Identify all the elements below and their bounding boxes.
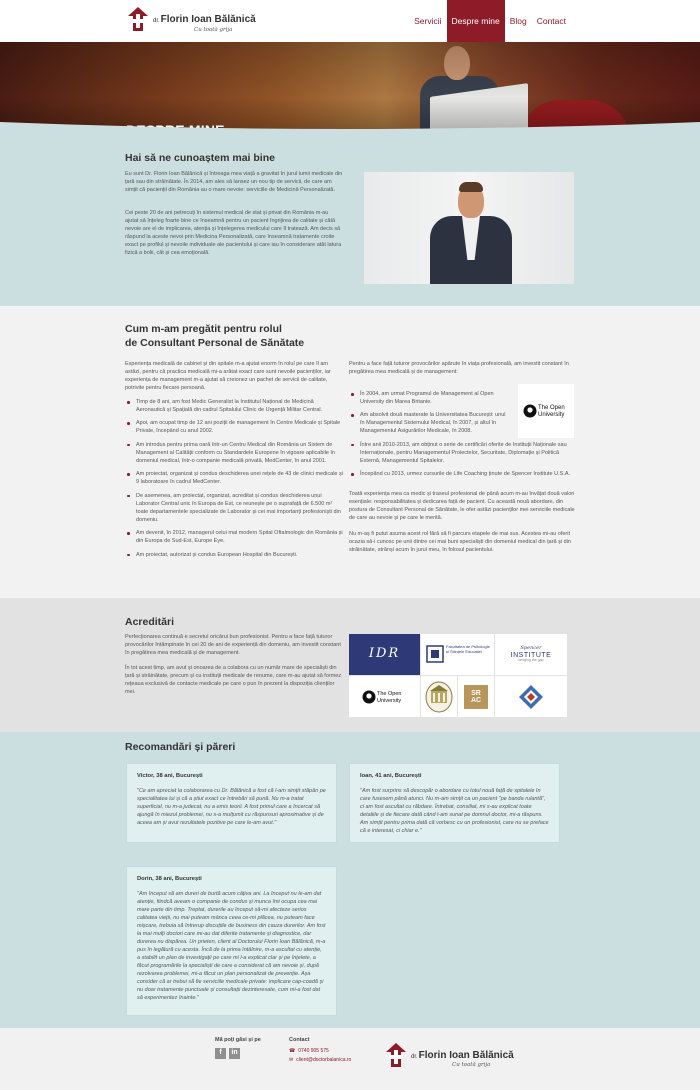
- contact-phone[interactable]: [289, 1048, 329, 1055]
- list-item: Începând cu 2013, urmez cursurile de Life Coaching ținute de Spencer Institute U.S.A.: [349, 471, 575, 479]
- ou-logo-line-2: University: [538, 412, 565, 418]
- psychology-faculty-logo: [421, 634, 494, 675]
- diamond-icon: [518, 684, 544, 710]
- list-item: Am devenit, în 2012, managerul celui mai modern Spital Oftalmologic din România și din Europa de Sud-Est, Europe Eye.: [125, 530, 343, 546]
- email-icon: ✉: [289, 1057, 294, 1063]
- intro-paragraph-2: Cei peste 20 de ani petrecuți în sistemul medical de stat și privat din România m-au ajutat să înțeleg foarte bine ce înseamnă pentru un pacient îngrijirea de calitate și câtă nevoie are el de implicarea, atenția și înțelegerea medicului care îl tratează. Am decis să răspund la aceste nevoi prin Medicina Personalizată, care înseamnă tratamente croite exact pe profilul și nevoile individuale ale pacientului și care iau în considerare atât latura fizică a bolii, cât și cea emoțională.: [125, 210, 342, 256]
- contact-email[interactable]: [289, 1057, 351, 1064]
- contact-title: Contact: [289, 1037, 310, 1043]
- footer-logo[interactable]: [385, 1042, 515, 1072]
- testimonial-author: Victor, 38 ani, București: [137, 773, 203, 779]
- list-item: În 2004, am urmat Programul de Management al Open University din Marea Britanie.: [349, 391, 509, 407]
- university-seal-icon: [424, 680, 454, 714]
- testimonial-author: Dorin, 38 ani, București: [137, 876, 202, 882]
- spencer-institute-logo: [495, 634, 567, 675]
- email-address[interactable]: client@doctorbalanica.ro: [296, 1057, 352, 1063]
- accreditations-paragraph-2: În tot acest timp, am avut și onoarea de a colabora cu un număr mare de specialiști din țară și străinătate, precum și cu instituții medicale de renume, care m-au ajutat să formez rețeaua exclusivă de contacte medicale pe care o pun în prezent la dispoziția clienților mei.: [125, 665, 342, 695]
- ou2-logo-line-2: University: [376, 697, 401, 704]
- university-bucharest-logo: [421, 676, 457, 717]
- phone-number[interactable]: 0740 905 575: [298, 1048, 329, 1054]
- footer-signature: Cu toată grija: [452, 1062, 491, 1068]
- testimonials-title: Recomandări și păreri: [125, 741, 236, 753]
- intro-section: [0, 135, 700, 306]
- logo-mark-icon: [127, 6, 149, 32]
- logo-brand: [153, 13, 256, 28]
- logo-mark-icon: [385, 1042, 407, 1068]
- list-item: De asemenea, am proiectat, organizat, acreditat și condus deschiderea unui Laborator Central unic în Europa de Est, ce reunește pe o suprafață de 6.500 m² toate departamentele specializate de Laborator și cei mai importanți profesioniști din domeniu.: [125, 493, 343, 525]
- open-university-logo: [518, 384, 574, 438]
- accreditations-paragraph-1: Perfecționarea continuă e secretul oricărui bun profesionist. Pentru a face față tuturor provocărilor întâmpinate în cei 20 de ani de experiență din domeniu, am investit constant în pregătirea mea medicală și de management.: [125, 634, 341, 656]
- list-item: Între anii 2010-2013, am obținut o serie de certificări oferite de Instituții Naționale sau Internaționale, pentru Managementul Proiectelor, Securitate, Diplomație și Politică Externă, Managementul Spitalelor.: [349, 442, 575, 466]
- testimonial-card: [126, 866, 337, 1016]
- preparation-title-line-2: de Consultant Personal de Sănătate: [125, 337, 305, 350]
- footer-brand-prefix: dr.: [411, 1054, 418, 1060]
- list-item: Apoi, am ocupat timp de 12 ani poziții de management în Centre Medicale și Spitale Private, începând cu anul 2002.: [125, 420, 343, 436]
- portrait-head: [458, 184, 484, 218]
- logo-signature: Cu toată grija: [194, 27, 233, 33]
- preparation-title-line-1: Cum m-am pregătit pentru rolul: [125, 323, 282, 335]
- education-paragraph-1: Toată experiența mea ca medic și traseul profesional de până acum m-au învățat două valori esențiale: responsabilitatea și dedicarea față de pacient. Cu această nouă abordare, din postura de Consultant Personal de Sănătate, le ofer astăzi pacienților mei serviciile medicale de care au nevoie și pe care le merită.: [349, 491, 575, 521]
- education-intro: Pentru a face față tuturor provocărilor apărute în viața profesională, am investit constant în pregătirea mea medicală și de management:: [349, 361, 569, 375]
- social-title: Mă poți găsi și pe: [215, 1037, 261, 1043]
- list-item: Am absolvit două masterate la Universitatea București: unul în Managementul Sistemului Medical, în 2007, și altul în Managementul Asigurărilor Medicale, în 2008.: [349, 412, 509, 436]
- site-header: [0, 0, 700, 42]
- accreditations-title: Acreditări: [125, 616, 175, 628]
- open-university-icon: [362, 687, 408, 707]
- site-logo[interactable]: [127, 6, 257, 36]
- intro-paragraph-1: Eu sunt Dr. Florin Ioan Bălănică și întreaga mea viață a gravitat în jurul lumii medicale din țară sau din străinătate. În 2014, am ales să lansez un nou tip de servicii, de care am simțit că pacienții din România au o mare nevoie: serviciile de Medicină Personalizată.: [125, 171, 343, 193]
- faculty-seal-icon: [425, 641, 491, 669]
- nav-blog[interactable]: Blog: [509, 15, 527, 26]
- logo-brand-name: Florin Ioan Bălănică: [160, 14, 256, 25]
- testimonial-quote: "Ce am apreciat la colaborarea cu Dr. Bălănică a fost că l-am simțit stăpân pe specialitatea lui și că a știut exact ce întrebări să pună. Nu m-a tratat superficial, nu m-a judecat, nu a emis teorii. A fost primul care a încercat să ajungă în miezul problemei, nu s-a mulțumit cu răspunsuri aproximative și de aceea am și avut rezultatele pozitive pe care le-am avut.": [137, 788, 326, 827]
- social-links: [215, 1048, 240, 1059]
- intro-title: Hai să ne cunoaștem mai bine: [125, 152, 275, 164]
- open-university-icon: [523, 401, 569, 421]
- footer-brand-name: Florin Ioan Bălănică: [418, 1050, 514, 1061]
- linkedin-icon[interactable]: in: [229, 1048, 240, 1059]
- accreditations-section: [0, 598, 700, 732]
- testimonial-quote: "Am fost surprins să descopăr o abordare cu totul nouă față de spitalele în care fusesem până atunci. Nu m-am simțit ca un pacient "pe banda rulantă", ci am fost ascultat cu răbdare. Întrebat, consiliat, mi s-au explicat toate detaliile și de fiecare dată când l-am sunat pe domnul doctor, mi-a răspuns. Am simțit pentru prima dată că vorbesc cu un profesionist, care nu se preface că e interesat, ci chiar e.": [360, 788, 549, 835]
- accreditation-logos: [349, 634, 564, 716]
- list-item: Am introdus pentru prima oară într-un Centru Medical din România un Sistem de Management al Calității conform cu Standardele Europene în vigoare aplicabile în domeniul medical, într-o companie medicală privată, MedCenter, în anul 2001.: [125, 442, 343, 466]
- list-item: Timp de 8 ani, am fost Medic Generalist la Institutul Național de Medicină Aeronautică și Spațială din cadrul Spitalului Clinic de Urgență Militar Central.: [125, 399, 343, 415]
- nav-servicii[interactable]: Servicii: [414, 15, 442, 26]
- preparation-section: [0, 306, 700, 598]
- experience-list: [125, 399, 343, 565]
- testimonial-quote: "Am început să am dureri de burtă acum câțiva ani. La început nu le-am dat atenție, fiindcă aveam o companie de condus și munca îmi ocupa cea mai mare parte din timp. Treptat, durerile au început să-mi afecteze serios calitatea vieții, nu mai puteam mânca ceea ce-mi plăcea, nu puteam face mișcare, trebuia să întrerup discuțiile de business din cauza durerilor. Am fost la mai mulți doctori care mi-au dat diferite tratamente și diagnostice, dar durerea nu dispărea. Un prieten, client al Doctorului Florin Ioan Bălănică, m-a pus în legătură cu acesta. Încă de la prima întâlnire, m-a ascultat cu atenție, a stabilit un plan de investigații pe care mi l-a explicat clar și pe înțelete, a făcut programările la specialiști de care a considerat că am nevoie și, după rezolvarea problemei, mi-a făcut un plan personalizat de prevenție. Așa consider că ar trebui să fie serviciile medicale private: implicare cap-coadă și nu doar tratamente punctuale și consultații dezinteresate, cum mi-a fost dat să experimentez înainte.": [137, 891, 326, 1001]
- ou2-logo-line-1: The Open: [376, 690, 401, 697]
- list-item: Am proiectat, organizat și condus deschiderea unei rețele de 43 de clinici medicale și 9 laboratoare în cadrul MedCenter.: [125, 471, 343, 487]
- spencer-name: INSTITUTE: [510, 651, 552, 659]
- ou-logo-line-1: The Open: [538, 405, 565, 411]
- doctor-portrait: [364, 172, 574, 284]
- srac-top: SR: [471, 689, 481, 697]
- spencer-sub: bridging the gap: [518, 657, 544, 662]
- faculty-name: Facultatea de Psihologie și Științele Educației: [445, 644, 490, 654]
- phone-icon: ☎: [289, 1048, 296, 1054]
- nav-despre-mine[interactable]: Despre mine: [447, 0, 505, 42]
- diamond-logo: [495, 676, 567, 717]
- list-item: Am proiectat, autorizat și condus European Hospital din București.: [125, 552, 343, 560]
- testimonials-section: [0, 732, 700, 1028]
- preparation-title: [125, 322, 304, 350]
- education-paragraph-2: Nu m-aș fi putut asuma acest rol fără să fi parcurs etapele de mai sus. Acestea mi-au oferit ocazia să-i cunosc pe unii dintre cei mai buni specialiști din domeniul medical din țară și din străinătate, strânși acum în jurul meu, în folosul pacientului.: [349, 531, 571, 553]
- open-university-logo-small: [349, 676, 420, 717]
- main-nav: [409, 0, 571, 42]
- testimonial-card: [126, 763, 337, 843]
- site-footer: [0, 1028, 700, 1090]
- srac-logo: [458, 676, 494, 717]
- nav-contact[interactable]: Contact: [536, 15, 566, 26]
- testimonial-card: [349, 763, 560, 843]
- logo-brand-prefix: dr.: [153, 18, 160, 24]
- srac-bottom: AC: [470, 696, 482, 704]
- spencer-top: Spencer: [520, 645, 542, 652]
- facebook-icon[interactable]: f: [215, 1048, 226, 1059]
- preparation-intro: Experiența medicală de cabinet și din spitale m-a ajutat enorm în rolul pe care îl am astăzi, pentru că practica medicală mi-a arătat exact care sunt nevoile pacienților, iar experiența de management m-a ajutat să creionez un pachet de servicii de calitate, potrivite pentru fiecare persoană.: [125, 361, 331, 391]
- idr-logo: IDR: [349, 634, 420, 675]
- testimonial-author: Ioan, 41 ani, București: [360, 773, 422, 779]
